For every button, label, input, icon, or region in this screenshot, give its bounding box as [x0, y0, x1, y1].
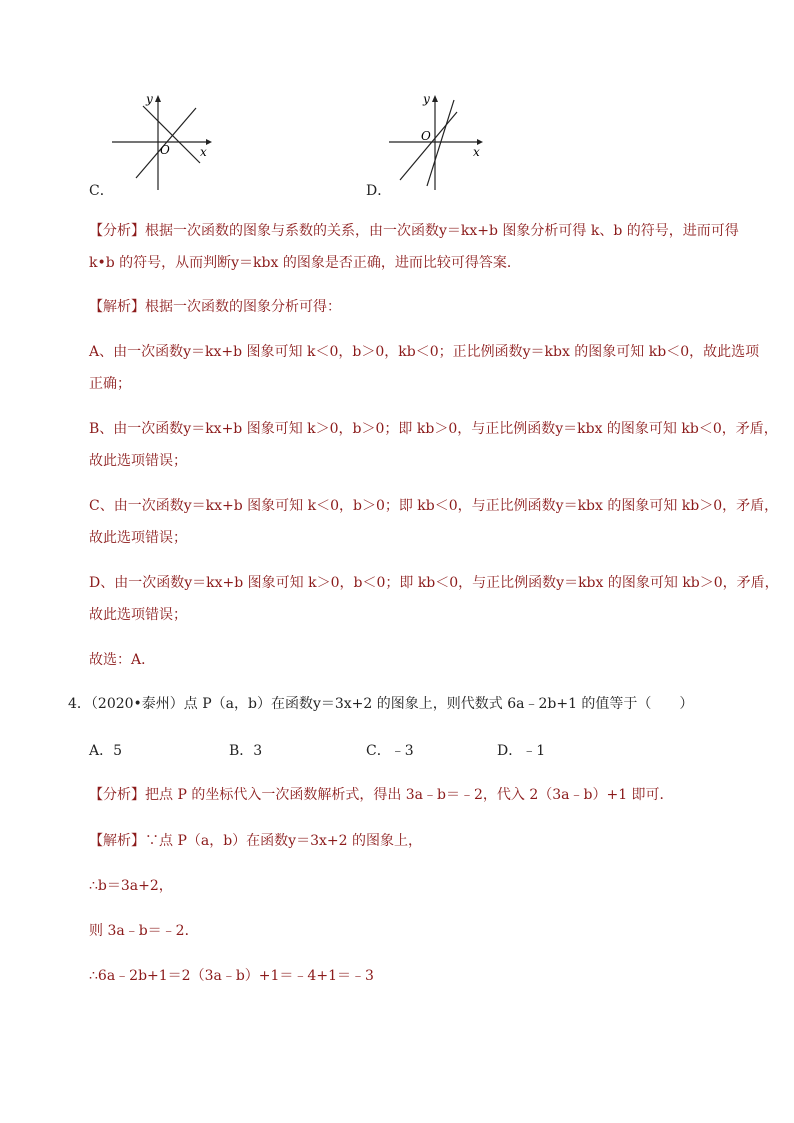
- x-label: x: [473, 145, 480, 159]
- x-label: x: [200, 145, 207, 159]
- solution-1-c-line-1: C、由一次函数y＝kx+b 图象可知 k＜0，b＞0；即 kb＜0，与正比例函数y＝kbx 的图象可知 kb＞0，矛盾，: [89, 498, 779, 514]
- solution-1-a-line-1: A、由一次函数y＝kx+b 图象可知 k＜0，b＞0，kb＜0；正比例函数y＝kbx 的图象可知 kb＜0，故此选项: [89, 344, 760, 360]
- analysis-2-line: 【分析】把点 P 的坐标代入一次函数解析式，得出 3a﹣b＝﹣2，代入 2（3a﹣b）+1 即可．: [89, 787, 674, 803]
- option-c-label: C．: [89, 183, 114, 199]
- y-axis-arrow: [155, 95, 161, 102]
- solution-1-c-line-2: 故此选项错误；: [89, 530, 187, 546]
- solution-2-line-1: 【解析】∵点 P（a，b）在函数y＝3x+2 的图象上，: [89, 833, 422, 849]
- solution-1-d-line-2: 故此选项错误；: [89, 607, 187, 623]
- graph-d: [385, 90, 495, 195]
- solution-1-a-line-2: 正确；: [89, 376, 131, 392]
- x-axis-arrow: [206, 139, 212, 145]
- question-4-option-c: C．﹣3: [366, 743, 414, 759]
- solution-1-intro: 【解析】根据一次函数的图象分析可得：: [89, 299, 341, 315]
- analysis-1-line-1: 【分析】根据一次函数的图象与系数的关系，由一次函数y＝kx+b 图象分析可得 k、b 的符号，进而可得: [89, 223, 739, 239]
- y-axis-arrow: [432, 95, 438, 102]
- line-1: [400, 112, 457, 180]
- solution-1-d-line-1: D、由一次函数y＝kx+b 图象可知 k＞0，b＜0；即 kb＜0，与正比例函数y＝kbx 的图象可知 kb＞0，矛盾，: [89, 575, 779, 591]
- solution-2-line-4: ∴6a﹣2b+1＝2（3a﹣b）+1＝﹣4+1＝﹣3: [89, 968, 374, 984]
- solution-1-b-line-2: 故此选项错误；: [89, 453, 187, 469]
- y-label: y: [146, 92, 153, 106]
- graph-c: [108, 90, 218, 195]
- solution-1-b-line-1: B、由一次函数y＝kx+b 图象可知 k＞0，b＞0；即 kb＞0，与正比例函数y＝kbx 的图象可知 kb＜0，矛盾，: [89, 421, 778, 437]
- analysis-1-line-2: k•b 的符号，从而判断y＝kbx 的图象是否正确，进而比较可得答案．: [89, 255, 521, 271]
- option-d-label: D．: [366, 183, 392, 199]
- solution-1-answer: 故选：A．: [89, 652, 156, 668]
- origin-label: O: [160, 143, 170, 157]
- line-1: [143, 106, 200, 163]
- solution-2-line-2: ∴b＝3a+2，: [89, 878, 173, 894]
- question-4-stem: 4．（2020•泰州）点 P（a，b）在函数y＝3x+2 的图象上，则代数式 6a﹣2b+1 的值等于（ ）: [68, 696, 694, 712]
- question-4-option-d: D．﹣1: [497, 743, 546, 759]
- question-4-option-a: A．5: [89, 743, 123, 759]
- question-4-option-b: B．3: [229, 743, 263, 759]
- solution-2-line-3: 则 3a﹣b＝﹣2．: [89, 923, 199, 939]
- origin-label: O: [421, 129, 431, 143]
- y-label: y: [423, 92, 430, 106]
